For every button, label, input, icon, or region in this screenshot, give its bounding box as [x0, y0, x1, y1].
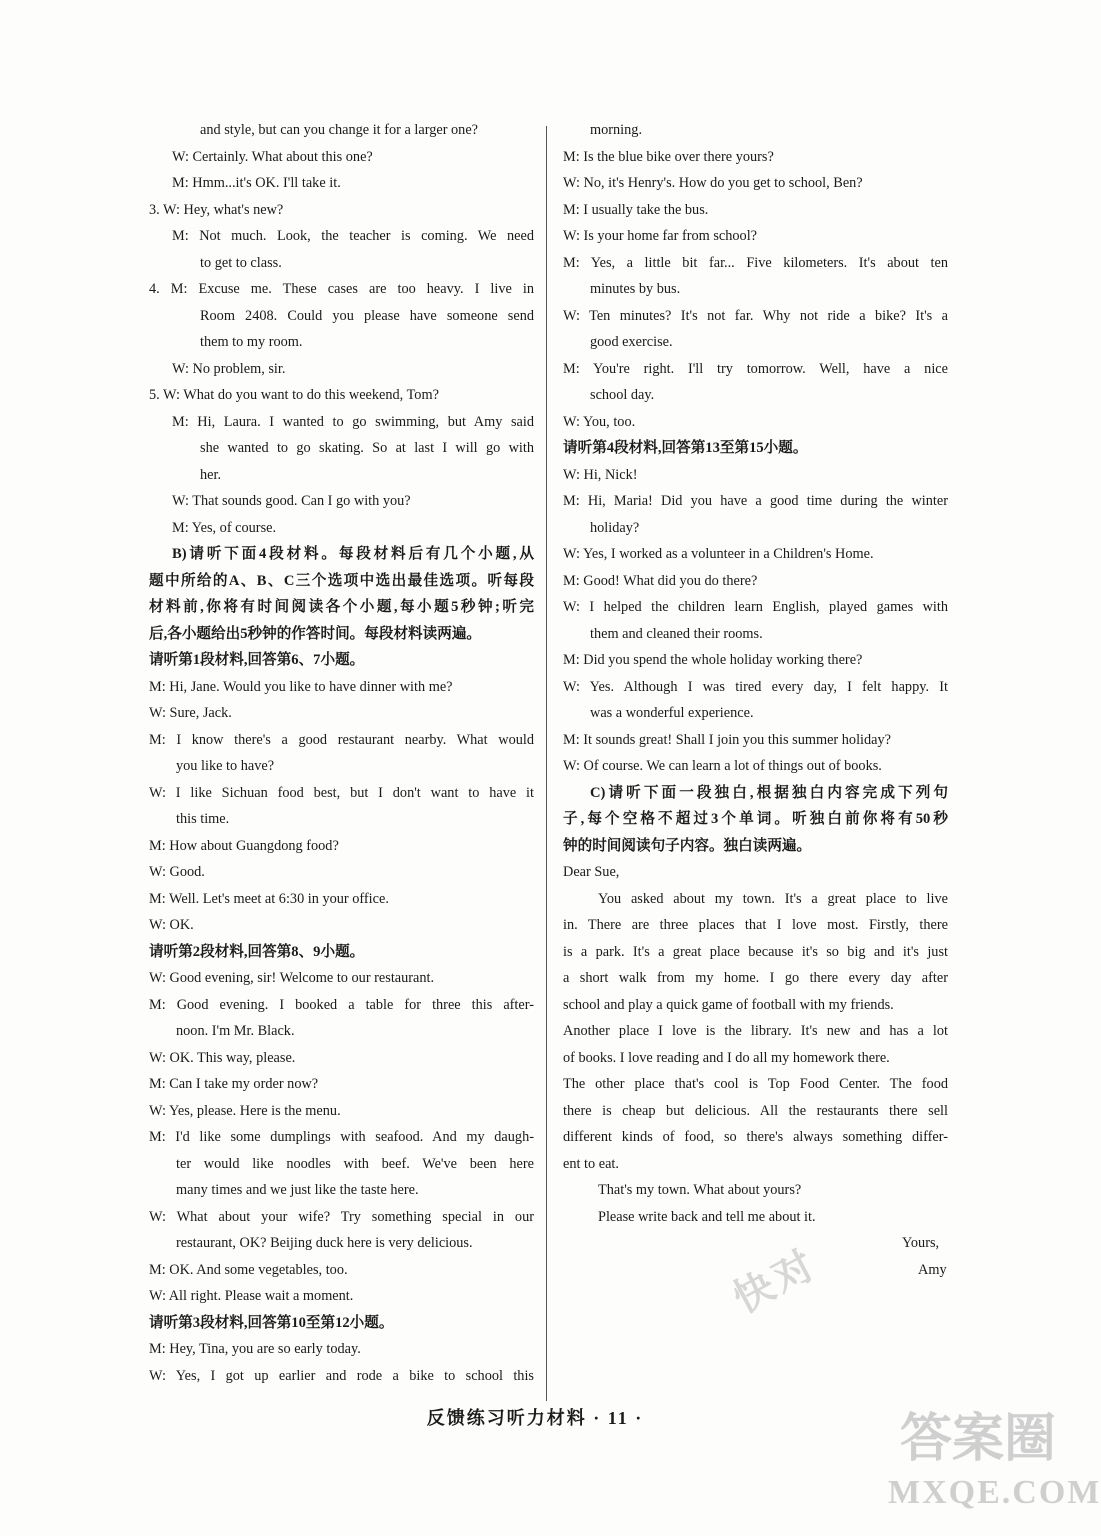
text-line: Dear Sue,: [563, 864, 620, 880]
text-line: That's my town. What about yours?: [598, 1182, 802, 1198]
text-line: 4. M: Excuse me. These cases are too heavy. I live in: [149, 281, 534, 297]
text-line: 3. W: Hey, what's new?: [149, 201, 284, 218]
text-line: M: How about Guangdong food?: [149, 837, 339, 854]
text-line: M: Good evening. I booked a table for three this after-: [149, 996, 534, 1013]
text-line: she wanted to go skating. So at last I will go with: [200, 440, 534, 456]
text-line: Yours,: [902, 1235, 940, 1251]
text-line: W: Good.: [149, 864, 205, 880]
text-line: W: All right. Please wait a moment.: [149, 1288, 354, 1304]
text-line: ter would like noodles with beef. We've been here: [176, 1155, 534, 1172]
text-line: M: Well. Let's meet at 6:30 in your office.: [149, 890, 389, 907]
watermark-logo-text: 答案圈: [899, 1411, 1056, 1468]
text-line: M: Did you spend the whole holiday working there?: [563, 652, 863, 668]
text-line: W: What about your wife? Try something special in our: [149, 1208, 534, 1225]
text-line: 请听第3段材料,回答第10至第12小题。: [149, 1314, 394, 1331]
text-line: 请听第4段材料,回答第13至第15小题。: [563, 440, 808, 456]
text-line: W: Certainly. What about this one?: [172, 148, 373, 165]
text-line: W: No problem, sir.: [172, 360, 286, 377]
text-line: M: OK. And some vegetables, too.: [149, 1261, 348, 1278]
text-line: W: Yes, I worked as a volunteer in a Children's Home.: [563, 546, 874, 562]
text-line: 5. W: What do you want to do this weekend, Tom?: [149, 387, 439, 403]
text-line: M: Is the blue bike over there yours?: [563, 148, 774, 165]
text-line: M: I know there's a good restaurant nearby. What would: [149, 731, 534, 748]
text-line: M: Can I take my order now?: [149, 1076, 319, 1092]
text-line: W: Ten minutes? It's not far. Why not ride a bike? It's a: [563, 307, 948, 324]
text-line: M: Yes, a little bit far... Five kilometers. It's about ten: [563, 254, 948, 271]
text-line: was a wonderful experience.: [590, 705, 754, 721]
text-line: W: OK. This way, please.: [149, 1049, 296, 1066]
text-line: there is cheap but delicious. All the restaurants there sell: [563, 1102, 948, 1119]
text-line: W: I helped the children learn English, played games with: [563, 599, 948, 615]
text-line: 材料前,你将有时间阅读各个小题,每小题5秒钟;听完: [149, 599, 534, 615]
text-line: and style, but can you change it for a larger one?: [200, 122, 479, 138]
text-line: her.: [200, 466, 222, 483]
text-line: M: You're right. I'll try tomorrow. Well, have a nice: [563, 360, 948, 377]
text-line: M: I usually take the bus.: [563, 201, 709, 218]
text-line: them to my room.: [200, 334, 303, 350]
text-line: W: Good evening, sir! Welcome to our restaurant.: [149, 970, 435, 986]
text-line: B)请听下面4段材料。每段材料后有几个小题,从: [172, 546, 534, 562]
text-line: 请听第2段材料,回答第8、9小题。: [149, 943, 365, 960]
text-line: good exercise.: [590, 334, 673, 350]
text-line: M: It sounds great! Shall I join you this summer holiday?: [563, 731, 891, 748]
text-line: W: Yes, I got up earlier and rode a bike to school this: [149, 1367, 534, 1384]
text-line: ent to eat.: [563, 1155, 619, 1172]
text-line: M: Hmm...it's OK. I'll take it.: [172, 175, 341, 191]
text-line: M: Good! What did you do there?: [563, 572, 758, 589]
text-line: 子,每个空格不超过3个单词。听独白前你将有50秒: [563, 811, 948, 827]
text-line: many times and we just like the taste here.: [176, 1182, 419, 1198]
text-line: M: Hi, Maria! Did you have a good time during the winter: [563, 493, 948, 509]
text-line: different kinds of food, so there's always something differ-: [563, 1129, 948, 1145]
text-line: them and cleaned their rooms.: [590, 625, 763, 642]
text-line: W: Yes. Although I was tired every day, I felt happy. It: [563, 678, 948, 695]
text-line: morning.: [590, 122, 643, 138]
text-line: M: Yes, of course.: [172, 519, 277, 536]
text-line: Please write back and tell me about it.: [598, 1208, 816, 1225]
text-line: C)请听下面一段独白,根据独白内容完成下列句: [590, 784, 948, 801]
text-line: is a park. It's a great place because it's so big and it's just: [563, 943, 948, 960]
text-line: you like to have?: [176, 758, 275, 774]
watermark-mxqe: [888, 1408, 1101, 1514]
column-divider: [546, 126, 547, 1401]
text-line: a short walk from my home. I go there every day after: [563, 970, 948, 986]
text-line: W: No, it's Henry's. How do you get to school, Ben?: [563, 175, 863, 191]
text-line: W: Of course. We can learn a lot of things out of books.: [563, 758, 882, 774]
watermark-domain: MXQE.COM: [888, 1474, 1101, 1511]
text-line: M: Not much. Look, the teacher is coming. We need: [172, 228, 534, 244]
text-line: of books. I love reading and I do all my homework there.: [563, 1049, 890, 1066]
watermark-kuaidui: 快对: [725, 1240, 825, 1322]
text-line: The other place that's cool is Top Food Center. The food: [563, 1076, 948, 1092]
text-line: M: Hi, Laura. I wanted to go swimming, but Amy said: [172, 413, 534, 430]
text-line: noon. I'm Mr. Black.: [176, 1023, 295, 1039]
text-line: in. There are three places that I love most. Firstly, there: [563, 917, 948, 933]
text-line: school and play a quick game of football with my friends.: [563, 996, 894, 1013]
text-line: to get to class.: [200, 254, 282, 271]
text-line: 题中所给的A、B、C三个选项中选出最佳选项。听每段: [149, 572, 534, 589]
text-line: W: OK.: [149, 917, 194, 933]
text-line: 后,各小题给出5秒钟的作答时间。每段材料读两遍。: [149, 625, 482, 642]
text-line: W: Hi, Nick!: [563, 466, 638, 483]
text-line: 请听第1段材料,回答第6、7小题。: [149, 652, 365, 668]
text-line: W: Sure, Jack.: [149, 705, 232, 721]
text-line: Room 2408. Could you please have someone send: [200, 307, 534, 324]
text-line: Another place I love is the library. It's new and has a lot: [563, 1023, 948, 1039]
text-line: You asked about my town. It's a great place to live: [598, 890, 948, 907]
text-line: 钟的时间阅读句子内容。独白读两遍。: [563, 837, 812, 854]
text-line: M: Hey, Tina, you are so early today.: [149, 1341, 361, 1357]
text-line: W: Is your home far from school?: [563, 228, 758, 244]
text-line: school day.: [590, 387, 655, 403]
text-line: W: That sounds good. Can I go with you?: [172, 493, 411, 509]
text-line: this time.: [176, 811, 230, 827]
text-line: W: You, too.: [563, 413, 636, 430]
text-line: W: I like Sichuan food best, but I don't want to have it: [149, 784, 534, 801]
text-line: holiday?: [590, 519, 640, 536]
text-line: restaurant, OK? Beijing duck here is very delicious.: [176, 1235, 473, 1251]
text-line: W: Yes, please. Here is the menu.: [149, 1102, 341, 1119]
page-footer: 反馈练习听力材料 · 11 ·: [426, 1408, 644, 1428]
text-line: M: Hi, Jane. Would you like to have dinner with me?: [149, 678, 453, 695]
text-line: minutes by bus.: [590, 281, 681, 297]
text-line: M: I'd like some dumplings with seafood. And my daugh-: [149, 1129, 534, 1145]
text-line: Amy: [918, 1261, 947, 1278]
